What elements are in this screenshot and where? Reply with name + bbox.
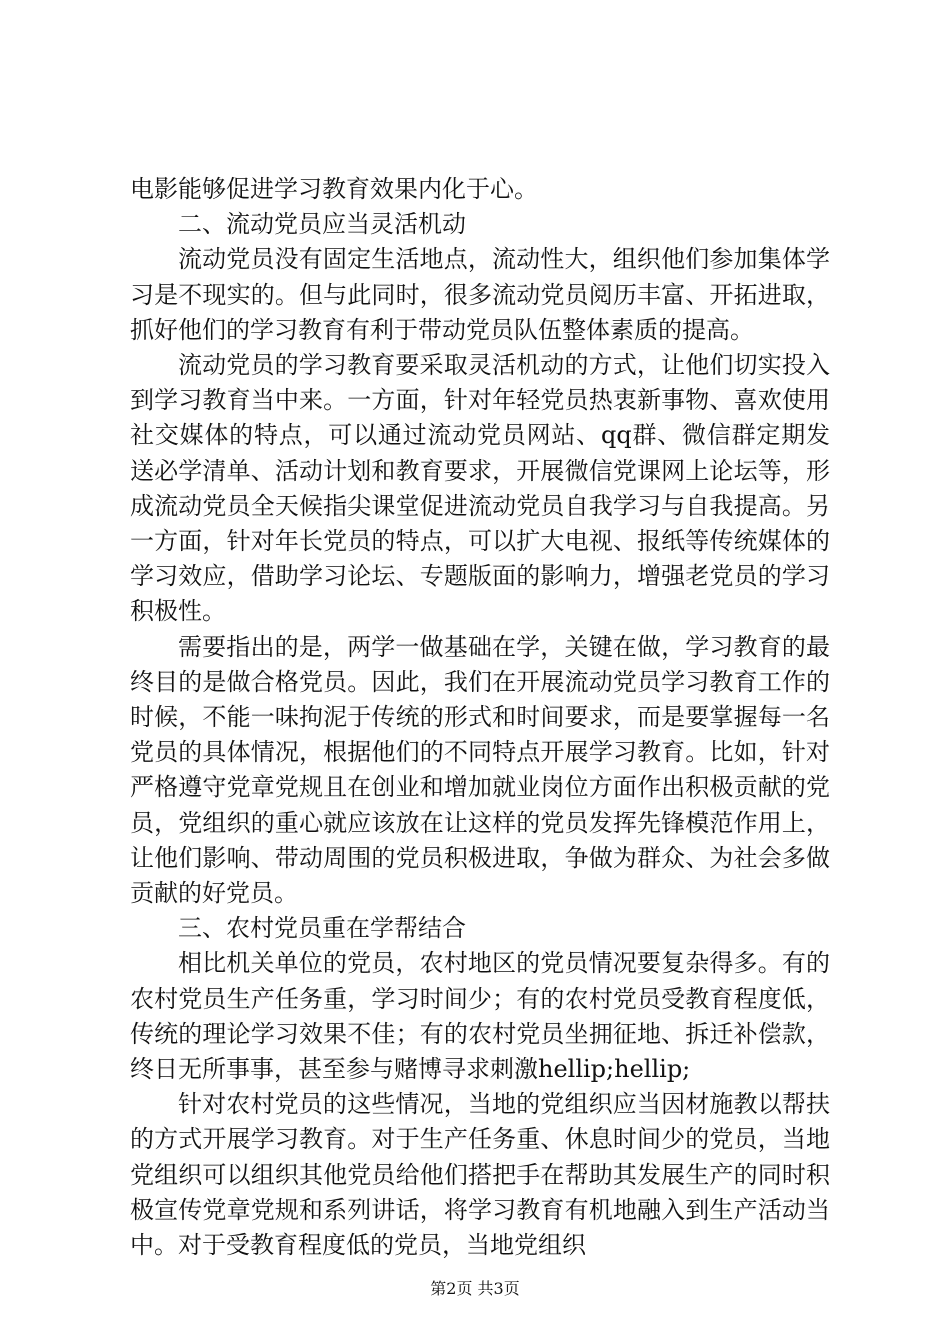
- paragraph: 相比机关单位的党员，农村地区的党员情况要复杂得多。有的农村党员生产任务重，学习时间少；有的农村党员受教育程度低，传统的理论学习效果不佳；有的农村党员坐拥征地、拆迁补偿款，终日无所事事，甚至参与赌博寻求刺激hellip;hellip;: [130, 949, 830, 1084]
- paragraph: 需要指出的是，两学一做基础在学，关键在做，学习教育的最终目的是做合格党员。因此，我们在开展流动党员学习教育工作的时候，不能一味拘泥于传统的形式和时间要求，而是要掌握每一名党员的具体情况，根据他们的不同特点开展学习教育。比如，针对严格遵守党章党规且在创业和增加就业岗位方面作出积极贡献的党员，党组织的重心就应该放在让这样的党员发挥先锋模范作用上，让他们影响、带动周围的党员积极进取，争做为群众、为社会多做贡献的好党员。: [130, 632, 830, 908]
- document-body: [130, 172, 830, 1263]
- paragraph: 流动党员的学习教育要采取灵活机动的方式，让他们切实投入到学习教育当中来。一方面，针对年轻党员热衷新事物、喜欢使用社交媒体的特点，可以通过流动党员网站、qq群、微信群定期发送必学清单、活动计划和教育要求，开展微信党课网上论坛等，形成流动党员全天候指尖课堂促进流动党员自我学习与自我提高。另一方面，针对年长党员的特点，可以扩大电视、报纸等传统媒体的学习效应，借助学习论坛、专题版面的影响力，增强老党员的学习积极性。: [130, 351, 830, 626]
- section-heading-3: 三、农村党员重在学帮结合: [178, 914, 466, 943]
- page-number-footer: 第2页 共3页: [430, 1279, 520, 1298]
- section-heading-2: 二、流动党员应当灵活机动: [178, 210, 466, 239]
- paragraph: 流动党员没有固定生活地点，流动性大，组织他们参加集体学习是不现实的。但与此同时，很多流动党员阅历丰富、开拓进取，抓好他们的学习教育有利于带动党员队伍整体素质的提高。: [130, 245, 830, 344]
- paragraph-continuation: 电影能够促进学习教育效果内化于心。: [130, 175, 538, 203]
- paragraph: 针对农村党员的这些情况，当地的党组织应当因材施教以帮扶的方式开展学习教育。对于生产任务重、休息时间少的党员，当地党组织可以组织其他党员给他们搭把手在帮助其发展生产的同时积极宣传党章党规和系列讲话，将学习教育有机地融入到生产活动当中。对于受教育程度低的党员，当地党组织: [130, 1090, 830, 1260]
